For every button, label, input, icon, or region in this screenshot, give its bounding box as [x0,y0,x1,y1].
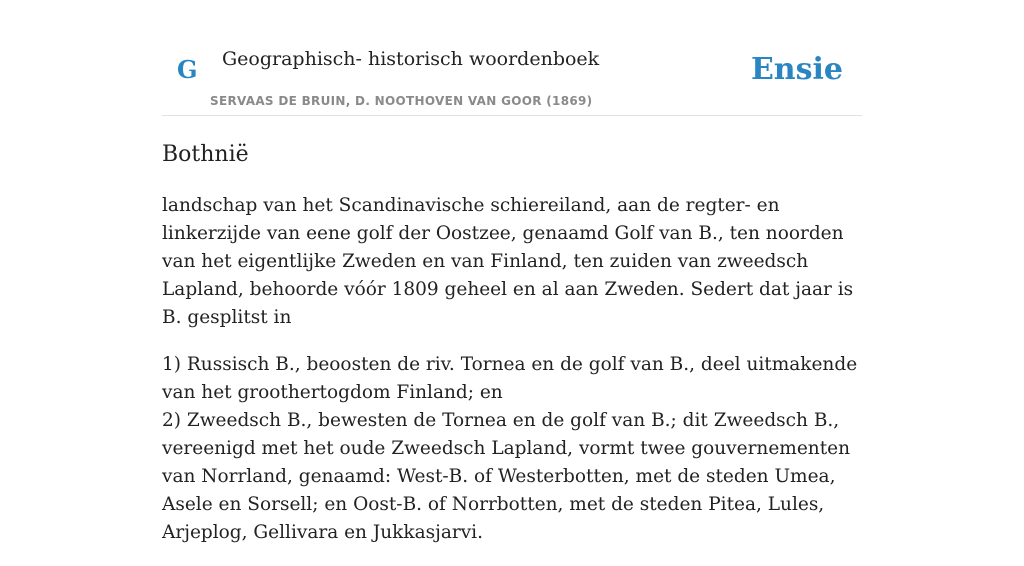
list-item: 1) Russisch B., beoosten de riv. Tornea en de golf van B., deel uitmakende van het groothertogdom Finland; en [162,354,858,403]
entry-body [162,192,862,566]
entry-paragraph: landschap van het Scandinavische schiereiland, aan de regter- en linkerzijde van eene golf der Oostzee, genaamd Golf van B., ten noorden van het eigentlijke Zweden en van Finland, ten zuiden van zweedsch Lapland, behoorde vóór 1809 geheel en al aan Zweden. Sedert dat jaar is B. gesplitst in [162,195,854,328]
list-item: 2) Zweedsch B., bewesten de Tornea en de golf van B.; dit Zweedsch B., vereenigd met het oude Zweedsch Lapland, vormt twee gouvernementen van Norrland, genaamd: West-B. of Westerbotten, met de steden Umea, Asele en Sorsell; en Oost-B. of Norrbotten, met de steden Pitea, Lules, Arjeplog, Gellivara en Jukkasjarvi. [162,410,850,543]
dictionary-header [162,0,862,116]
entry-list [162,351,862,547]
ensie-logo[interactable]: Ensie [750,52,843,87]
dictionary-title-link[interactable]: Geographisch- historisch woordenboek [222,48,600,70]
dictionary-author: SERVAAS DE BRUIN, D. NOOTHOVEN VAN GOOR (1869) [210,94,593,108]
entry-title: Bothnië [162,142,249,167]
dictionary-letter-icon[interactable]: G [177,55,198,84]
entry-card [162,0,862,543]
